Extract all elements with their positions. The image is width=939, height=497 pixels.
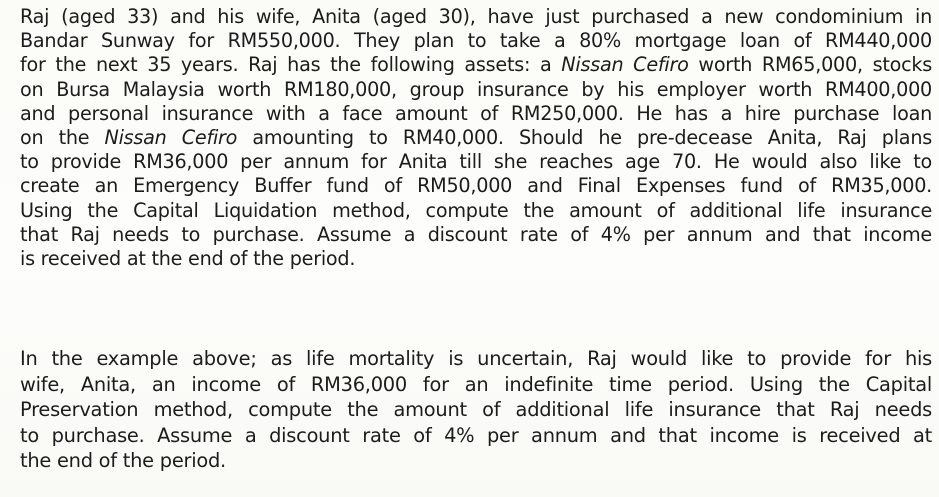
text-segment: on the [20, 126, 105, 150]
text-line: create an Emergency Buffer fund of RM50,000 and Final Expenses fund of RM35,000. [20, 174, 932, 198]
text-line: the end of the period. [20, 449, 226, 472]
text-segment: for the next 35 years. Raj has the following assets: a [20, 53, 562, 77]
text-line [20, 126, 932, 150]
text-line: to purchase. Assume a discount rate of 4% per annum and that income is received at [20, 423, 932, 447]
question-paragraph-capital-preservation [20, 346, 932, 474]
text-line: to provide RM36,000 per annum for Anita till she reaches age 70. He would also like to [20, 150, 932, 174]
text-line: Preservation method, compute the amount of additional life insurance that Raj needs [20, 398, 932, 421]
question-paragraph-capital-liquidation [20, 5, 932, 271]
text-segment: amounting to RM40,000. Should he pre-decease Anita, Raj plans [237, 126, 932, 150]
text-line: Raj (aged 33) and his wife, Anita (aged 30), have just purchased a new condominium in [20, 5, 932, 28]
text-line: wife, Anita, an income of RM36,000 for an indefinite time period. Using the Capital [20, 372, 932, 396]
car-model-italic: Nissan Cefiro [561, 53, 689, 77]
text-line: is received at the end of the period. [20, 247, 356, 271]
text-line: In the example above; as life mortality is uncertain, Raj would like to provide for his [20, 347, 932, 370]
text-line: Bandar Sunway for RM550,000. They plan to take a 80% mortgage loan of RM440,000 [20, 29, 932, 53]
text-segment: worth RM65,000, stocks [688, 53, 932, 77]
text-line: that Raj needs to purchase. Assume a discount rate of 4% per annum and that income [20, 222, 932, 246]
text-line [20, 53, 932, 77]
text-line: and personal insurance with a face amount of RM250,000. He has a hire purchase loan [20, 101, 932, 125]
text-line: on Bursa Malaysia worth RM180,000, group insurance by his employer worth RM400,000 [20, 77, 932, 101]
text-line: Using the Capital Liquidation method, compute the amount of additional life insurance [20, 198, 932, 222]
car-model-italic: Nissan Cefiro [104, 126, 238, 150]
